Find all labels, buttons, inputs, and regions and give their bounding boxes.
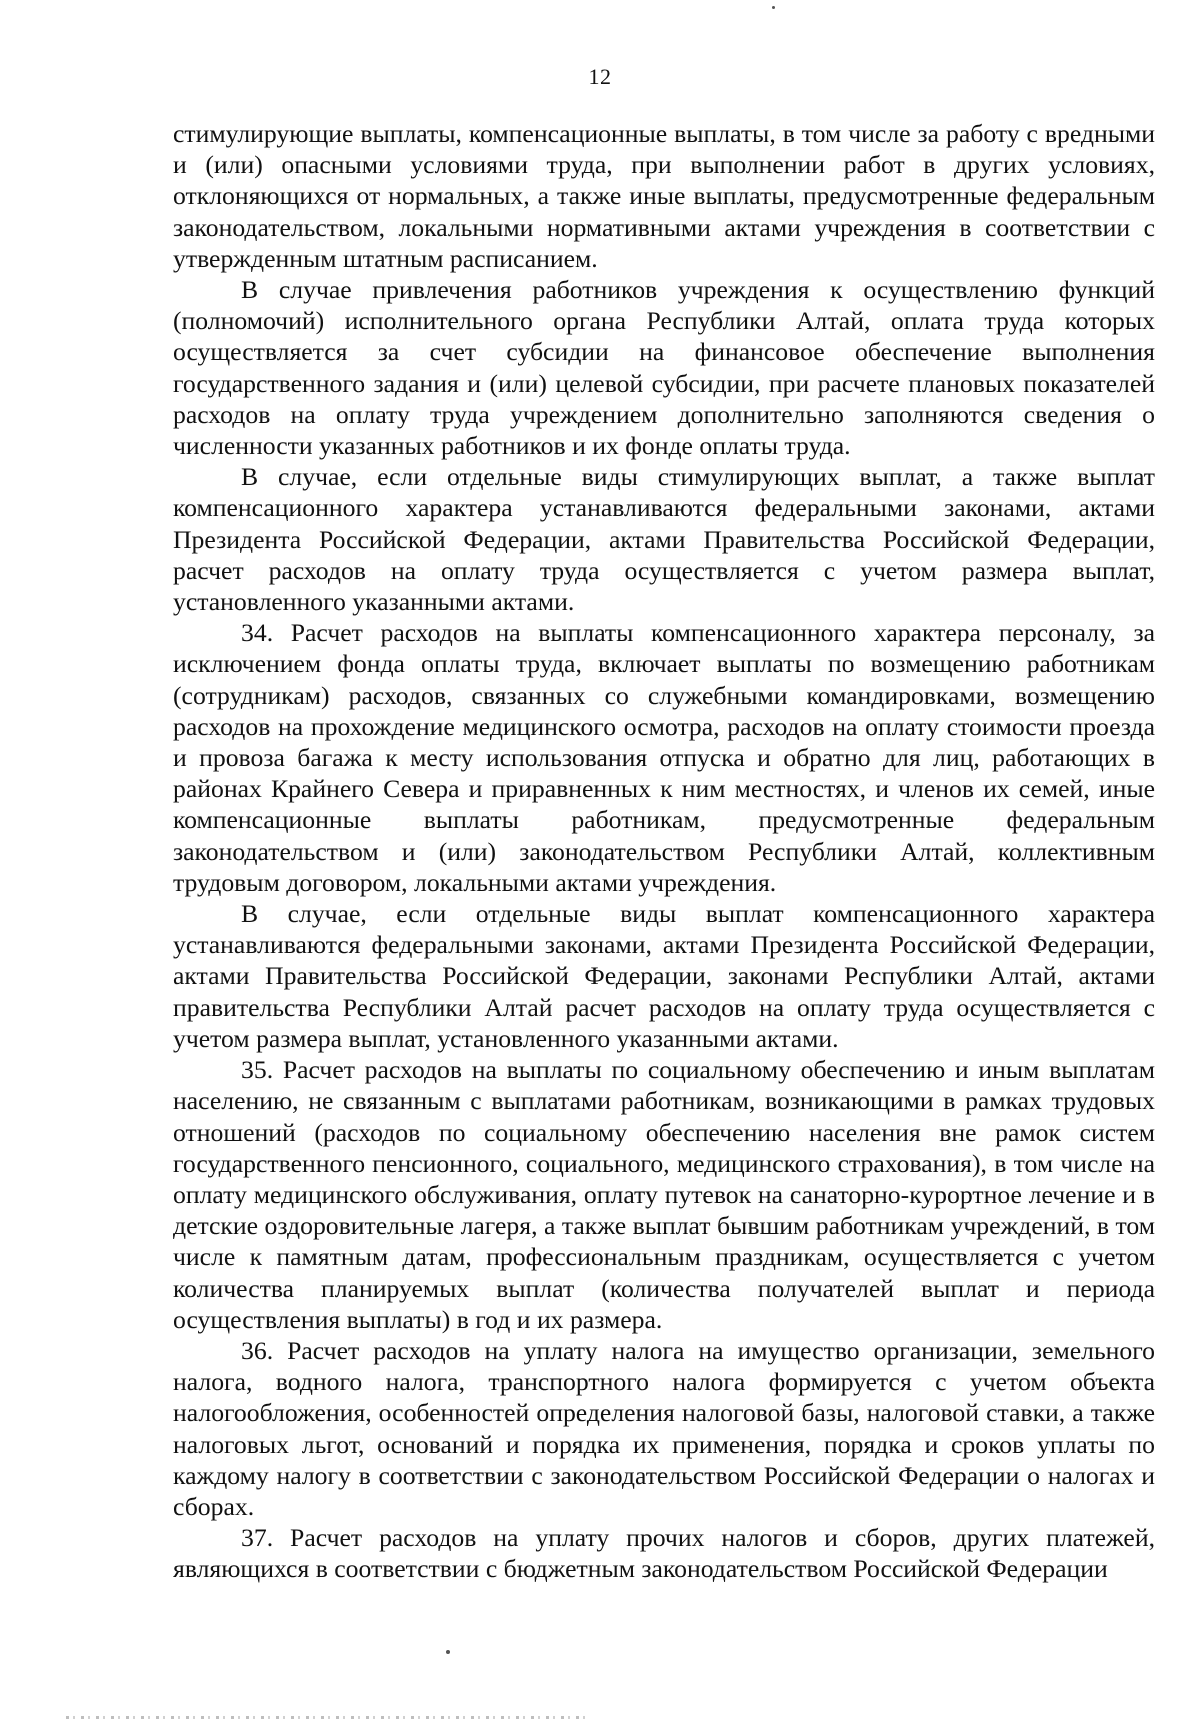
scan-speck-top bbox=[772, 6, 775, 9]
paragraph-continuation: стимулирующие выплаты, компенсационные выплаты, в том числе за работу с вредными и (или) опасными условиями труда, при выполнении работ в других условиях, отклоняющихся от нормальных, а также иные выплаты, предусмотренные федеральным законодательством, локальными нормативными актами учреждения в соответствии с утвержденным штатным расписанием. bbox=[173, 119, 1155, 273]
scan-speck-bottom bbox=[446, 1650, 450, 1654]
paragraph-item-34: 34. Расчет расходов на выплаты компенсационного характера персоналу, за исключением фонда оплаты труда, включает выплаты по возмещению работникам (сотрудникам) расходов, связанных со служебными командировками, возмещению расходов на прохождение медицинского осмотра, расходов на оплату стоимости проезда и провоза багажа к месту использования отпуска и обратно для лиц, работающих в районах Крайнего Севера и приравненных к ним местностях, и членов их семей, иные компенсационные выплаты работникам, предусмотренные федеральным законодательством и (или) законодательством Республики Алтай, коллективным трудовым договором, локальными актами учреждения. bbox=[173, 618, 1155, 897]
paragraph-item-36: 36. Расчет расходов на уплату налога на имущество организации, земельного налога, водного налога, транспортного налога формируется с учетом объекта налогообложения, особенностей определения налоговой базы, налоговой ставки, а также налоговых льгот, оснований и порядка их применения, порядка и сроков уплаты по каждому налогу в соответствии с законодательством Российской Федерации о налогах и сборах. bbox=[173, 1335, 1155, 1521]
document-body bbox=[173, 118, 1155, 1585]
paragraph-staff-involvement: В случае привлечения работников учреждения к осуществлению функций (полномочий) исполнительного органа Республики Алтай, оплата труда которых осуществляется за счет субсидии на финансовое обеспечение выполнения государственного задания и (или) целевой субсидии, при расчете плановых показателей расходов на оплату труда учреждением дополнительно заполняются сведения о численности указанных работников и их фонде оплаты труда. bbox=[173, 275, 1155, 461]
page-number: 12 bbox=[588, 64, 612, 89]
paragraph-compensation-acts: В случае, если отдельные виды выплат компенсационного характера устанавливаются федеральными законами, актами Президента Российской Федерации, актами Правительства Российской Федерации, законами Республики Алтай, актами правительства Республики Алтай расчет расходов на оплату труда осуществляется с учетом размера выплат, установленного указанными актами. bbox=[173, 899, 1155, 1053]
scan-edge-noise bbox=[66, 1716, 586, 1719]
paragraph-item-37: 37. Расчет расходов на уплату прочих налогов и сборов, других платежей, являющихся в соответствии с бюджетным законодательством Российской Федерации bbox=[173, 1523, 1155, 1584]
paragraph-incentive-payments: В случае, если отдельные виды стимулирующих выплат, а также выплат компенсационного характера устанавливаются федеральными законами, актами Президента Российской Федерации, актами Правительства Российской Федерации, расчет расходов на оплату труда осуществляется с учетом размера выплат, установленного указанными актами. bbox=[173, 462, 1155, 617]
paragraph-item-35: 35. Расчет расходов на выплаты по социальному обеспечению и иным выплатам населению, не связанным с выплатами работникам, возникающими в рамках трудовых отношений (расходов по социальному обеспечению населения вне рамок систем государственного пенсионного, социального, медицинского страхования), в том числе на оплату медицинского обслуживания, оплату путевок на санаторно-курортное лечение и в детские оздоровительные лагеря, а также выплат бывшим работникам учреждений, в том числе к памятным датам, профессиональным праздникам, осуществляется с учетом количества планируемых выплат (количества получателей выплат и периода осуществления выплаты) в год и их размера. bbox=[173, 1055, 1155, 1334]
